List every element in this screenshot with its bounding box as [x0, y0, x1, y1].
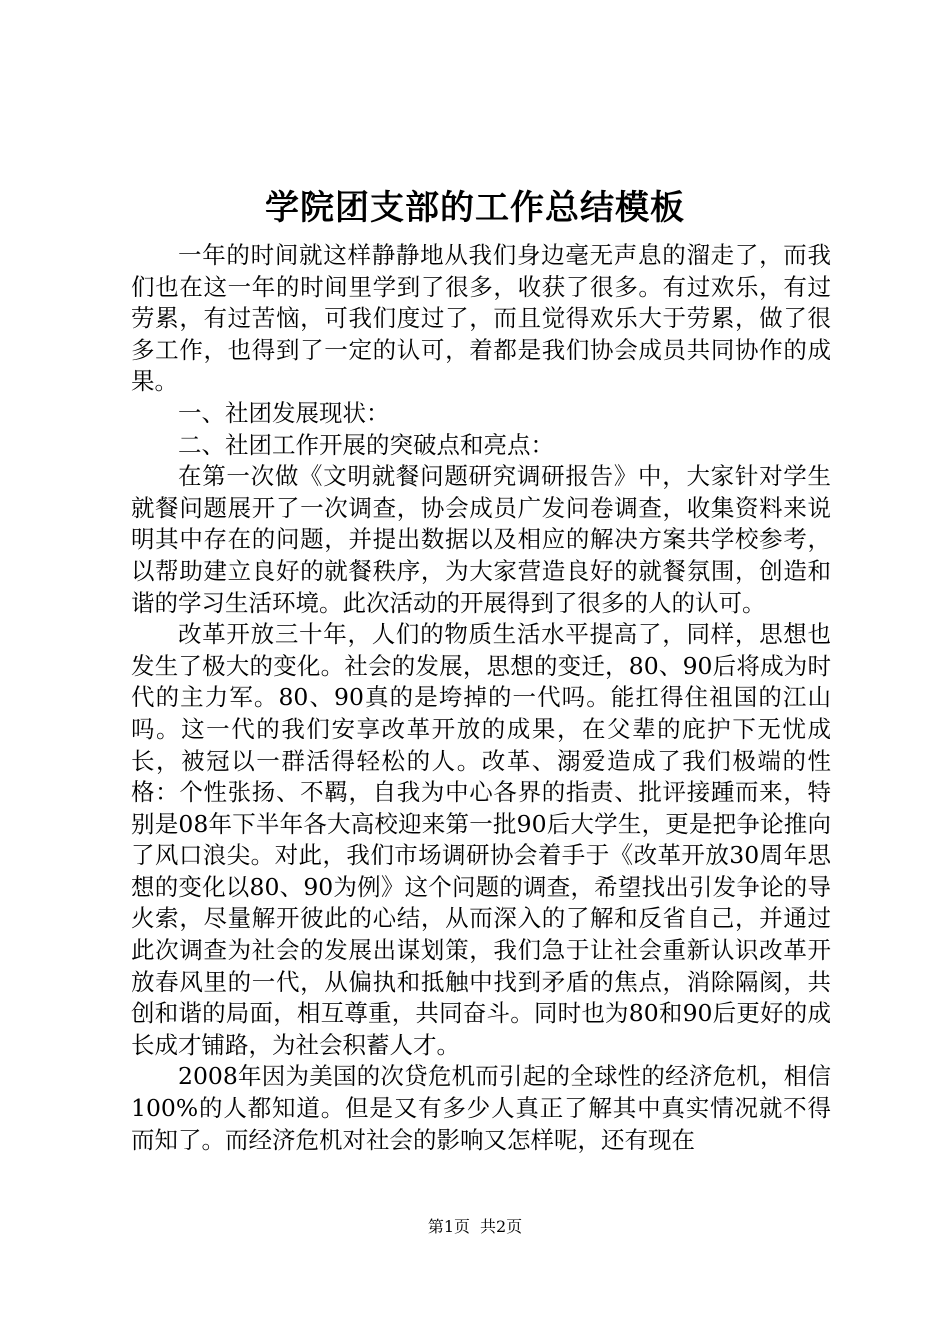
document-body	[131, 240, 831, 1156]
page-number-current: 第1页	[427, 1217, 470, 1236]
section-heading-status: 一、社团发展现状：	[178, 398, 390, 427]
page-footer	[0, 1216, 950, 1238]
paragraph-intro: 一年的时间就这样静静地从我们身边毫无声息的溜走了，而我们也在这一年的时间里学到了很多，收获了很多。有过欢乐，有过劳累，有过苦恼，可我们度过了，而且觉得欢乐大于劳累，做了很多工作，也得到了一定的认可，着都是我们协会成员共同协作的成果。	[131, 241, 831, 396]
paragraph-reform-survey: 改革开放三十年，人们的物质生活水平提高了，同样，思想也发生了极大的变化。社会的发展，思想的变迁，80、90后将成为时代的主力军。80、90真的是垮掉的一代吗。能扛得住祖国的江山吗。这一代的我们安享改革开放的成果，在父辈的庇护下无忧成长，被冠以一群活得轻松的人。改革、溺爱造成了我们极端的性格：个性张扬、不羁，自我为中心各界的指责、批评接踵而来，特别是08年下半年各大高校迎来第一批90后大学生，更是把争论推向了风口浪尖。对此，我们市场调研协会着手于《改革开放30周年思想的变化以80、90为例》这个问题的调查，希望找出引发争论的导火索，尽量解开彼此的心结，从而深入的了解和反省自己，并通过此次调查为社会的发展出谋划策，我们急于让社会重新认识改革开放春风里的一代，从偏执和抵触中找到矛盾的焦点，消除隔阂，共创和谐的局面，相互尊重，共同奋斗。同时也为80和90后更好的成长成才铺路，为社会积蓄人才。	[131, 620, 831, 1059]
page-number-total: 共2页	[480, 1217, 523, 1236]
paragraph-dining-survey: 在第一次做《文明就餐问题研究调研报告》中，大家针对学生就餐问题展开了一次调查，协会成员广发问卷调查，收集资料来说明其中存在的问题，并提出数据以及相应的解决方案共学校参考，以帮助建立良好的就餐秩序，为大家营造良好的就餐氛围，创造和谐的学习生活环境。此次活动的开展得到了很多的人的认可。	[131, 462, 831, 617]
section-heading-highlights: 二、社团工作开展的突破点和亮点：	[178, 430, 554, 459]
document-title: 学院团支部的工作总结模板	[265, 188, 685, 228]
paragraph-economic-crisis: 2008年因为美国的次贷危机而引起的全球性的经济危机，相信100%的人都知道。但是又有多少人真正了解其中真实情况就不得而知了。而经济危机对社会的影响又怎样呢，还有现在	[131, 1062, 831, 1154]
